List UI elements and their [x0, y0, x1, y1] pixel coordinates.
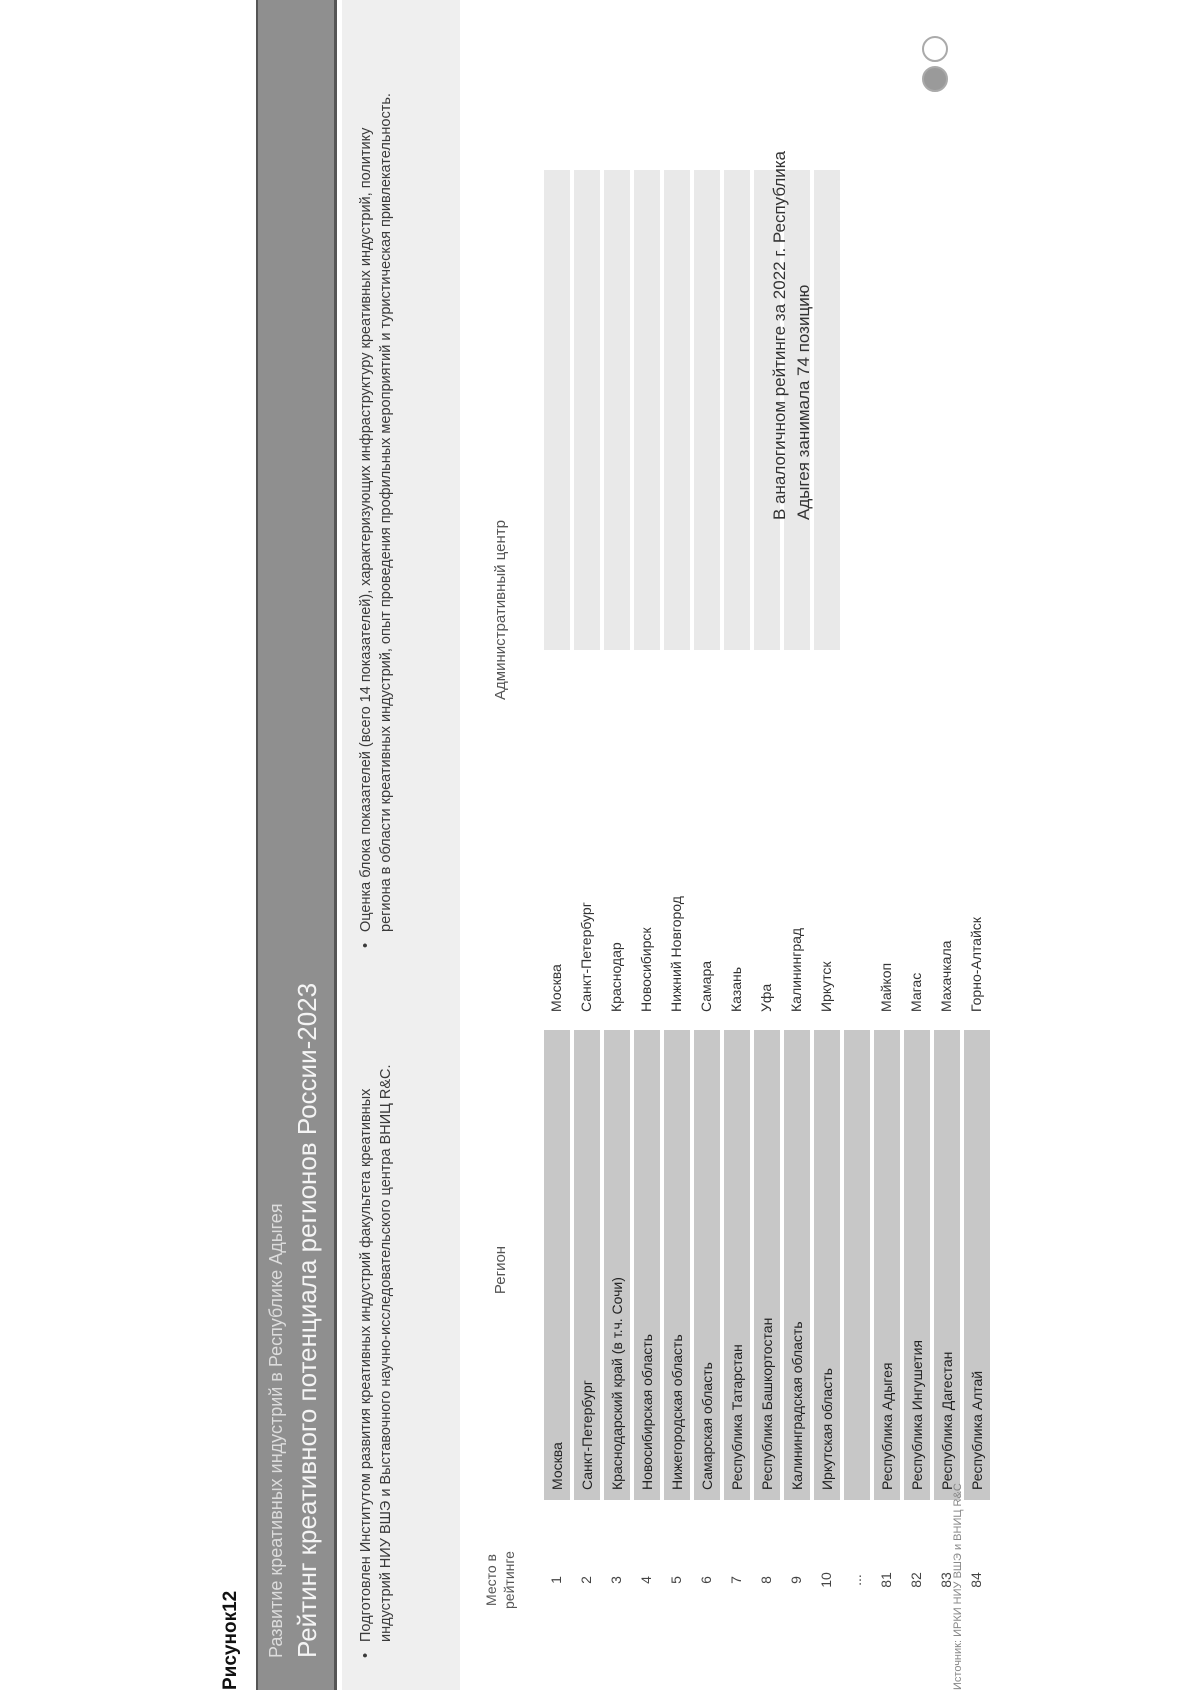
table-row	[692, 90, 722, 1690]
region-cell: Калининградская область	[784, 1030, 810, 1500]
region-cell: Нижегородская область	[664, 1030, 690, 1500]
center-cell: Краснодар	[608, 942, 624, 1012]
table-row	[572, 90, 602, 1690]
center-cell: Майкоп	[878, 962, 894, 1012]
table-row	[662, 90, 692, 1690]
header-subtitle: Развитие креативных индустрий в Республике Адыгея	[266, 1203, 286, 1658]
table-row	[842, 90, 872, 1690]
center-shade-bar	[814, 170, 840, 650]
center-cell: Новосибирск	[638, 927, 654, 1012]
rank-cell: 84	[968, 1572, 984, 1588]
ranking-note: В аналогичном рейтинге за 2022 г. Республика Адыгея занимала 74 позицию	[770, 151, 813, 520]
region-cell: Иркутская область	[814, 1030, 840, 1500]
table-row	[812, 90, 842, 1690]
rank-cell: 9	[788, 1576, 804, 1584]
rank-cell: ...	[848, 1574, 864, 1586]
table-row	[962, 90, 992, 1690]
center-cell: Москва	[548, 964, 564, 1012]
center-column-header: Административный центр	[492, 520, 509, 700]
region-cell: Краснодарский край (в т.ч. Сочи)	[604, 1030, 630, 1500]
center-cell: Махачкала	[938, 940, 954, 1012]
region-cell: Республика Ингушетия	[904, 1030, 930, 1500]
header-title: Рейтинг креативного потенциала регионов России-2023	[292, 982, 322, 1658]
center-shade-bar	[694, 170, 720, 650]
region-cell: Республика Дагестан	[934, 1030, 960, 1500]
rank-cell: 82	[908, 1572, 924, 1588]
rank-cell: 4	[638, 1576, 654, 1584]
center-shade-bar	[634, 170, 660, 650]
table-row	[602, 90, 632, 1690]
center-cell: Санкт-Петербург	[578, 902, 594, 1012]
table-row	[722, 90, 752, 1690]
center-cell: Казань	[728, 966, 744, 1012]
rank-cell: 10	[818, 1572, 834, 1588]
rank-cell: 2	[578, 1576, 594, 1584]
region-cell: Самарская область	[694, 1030, 720, 1500]
region-cell: Новосибирская область	[634, 1030, 660, 1500]
center-shade-bar	[724, 170, 750, 650]
region-cell	[844, 1030, 870, 1500]
info-bullet-right: • Оценка блока показателей (всего 14 показателей), характеризующих инфраструктуру креативных индустрий, политику региона в области креативных индустрий, опыт проведения профильных мероприятий и туристическая привлекательность.	[356, 82, 396, 948]
logo-circle-icon	[922, 66, 948, 92]
center-cell: Иркутск	[818, 961, 834, 1012]
center-shade-bar	[574, 170, 600, 650]
rank-cell: 5	[668, 1576, 684, 1584]
rank-cell: 3	[608, 1576, 624, 1584]
region-cell: Республика Алтай	[964, 1030, 990, 1500]
table-row	[902, 90, 932, 1690]
table-row	[632, 90, 662, 1690]
region-cell: Республика Башкортостан	[754, 1030, 780, 1500]
table-row	[542, 90, 572, 1690]
rank-cell: 81	[878, 1572, 894, 1588]
center-cell: Горно-Алтайск	[968, 917, 984, 1012]
table-row	[932, 90, 962, 1690]
rotated-slide	[220, 0, 985, 1690]
region-cell: Республика Татарстан	[724, 1030, 750, 1500]
rank-cell: 83	[938, 1572, 954, 1588]
region-cell: Санкт-Петербург	[574, 1030, 600, 1500]
rank-cell: 7	[728, 1576, 744, 1584]
header-band	[256, 0, 337, 1690]
center-cell: Калининград	[788, 927, 804, 1012]
info-bullet-left: • Подготовлен Институтом развития креативных индустрий факультета креативных индустрий НИУ ВШЭ и Выставочного научно-исследовательского центра ВНИЦ R&C.	[356, 1032, 396, 1658]
center-shade-bar	[604, 170, 630, 650]
center-cell: Магас	[908, 972, 924, 1012]
logo-ring-icon	[922, 36, 948, 62]
rank-cell: 6	[698, 1576, 714, 1584]
center-shade-bar	[544, 170, 570, 650]
center-cell: Нижний Новгород	[668, 896, 684, 1012]
rank-cell: 8	[758, 1576, 774, 1584]
rank-column-header: Место в рейтинге	[483, 1551, 517, 1609]
region-column-header: Регион	[492, 1245, 509, 1295]
figure-label: Рисунок12	[220, 1590, 241, 1690]
center-shade-bar	[664, 170, 690, 650]
rank-cell: 1	[548, 1576, 564, 1584]
logo	[920, 32, 950, 92]
header-topline	[256, 0, 258, 1690]
region-cell: Республика Адыгея	[874, 1030, 900, 1500]
center-cell: Самара	[698, 960, 714, 1012]
info-box	[342, 0, 460, 1690]
source-caption: Источник: ИРКИ НИУ ВШЭ и ВНИЦ R&C	[952, 1483, 964, 1690]
center-cell: Уфа	[758, 983, 774, 1012]
region-cell: Москва	[544, 1030, 570, 1500]
table-row	[872, 90, 902, 1690]
